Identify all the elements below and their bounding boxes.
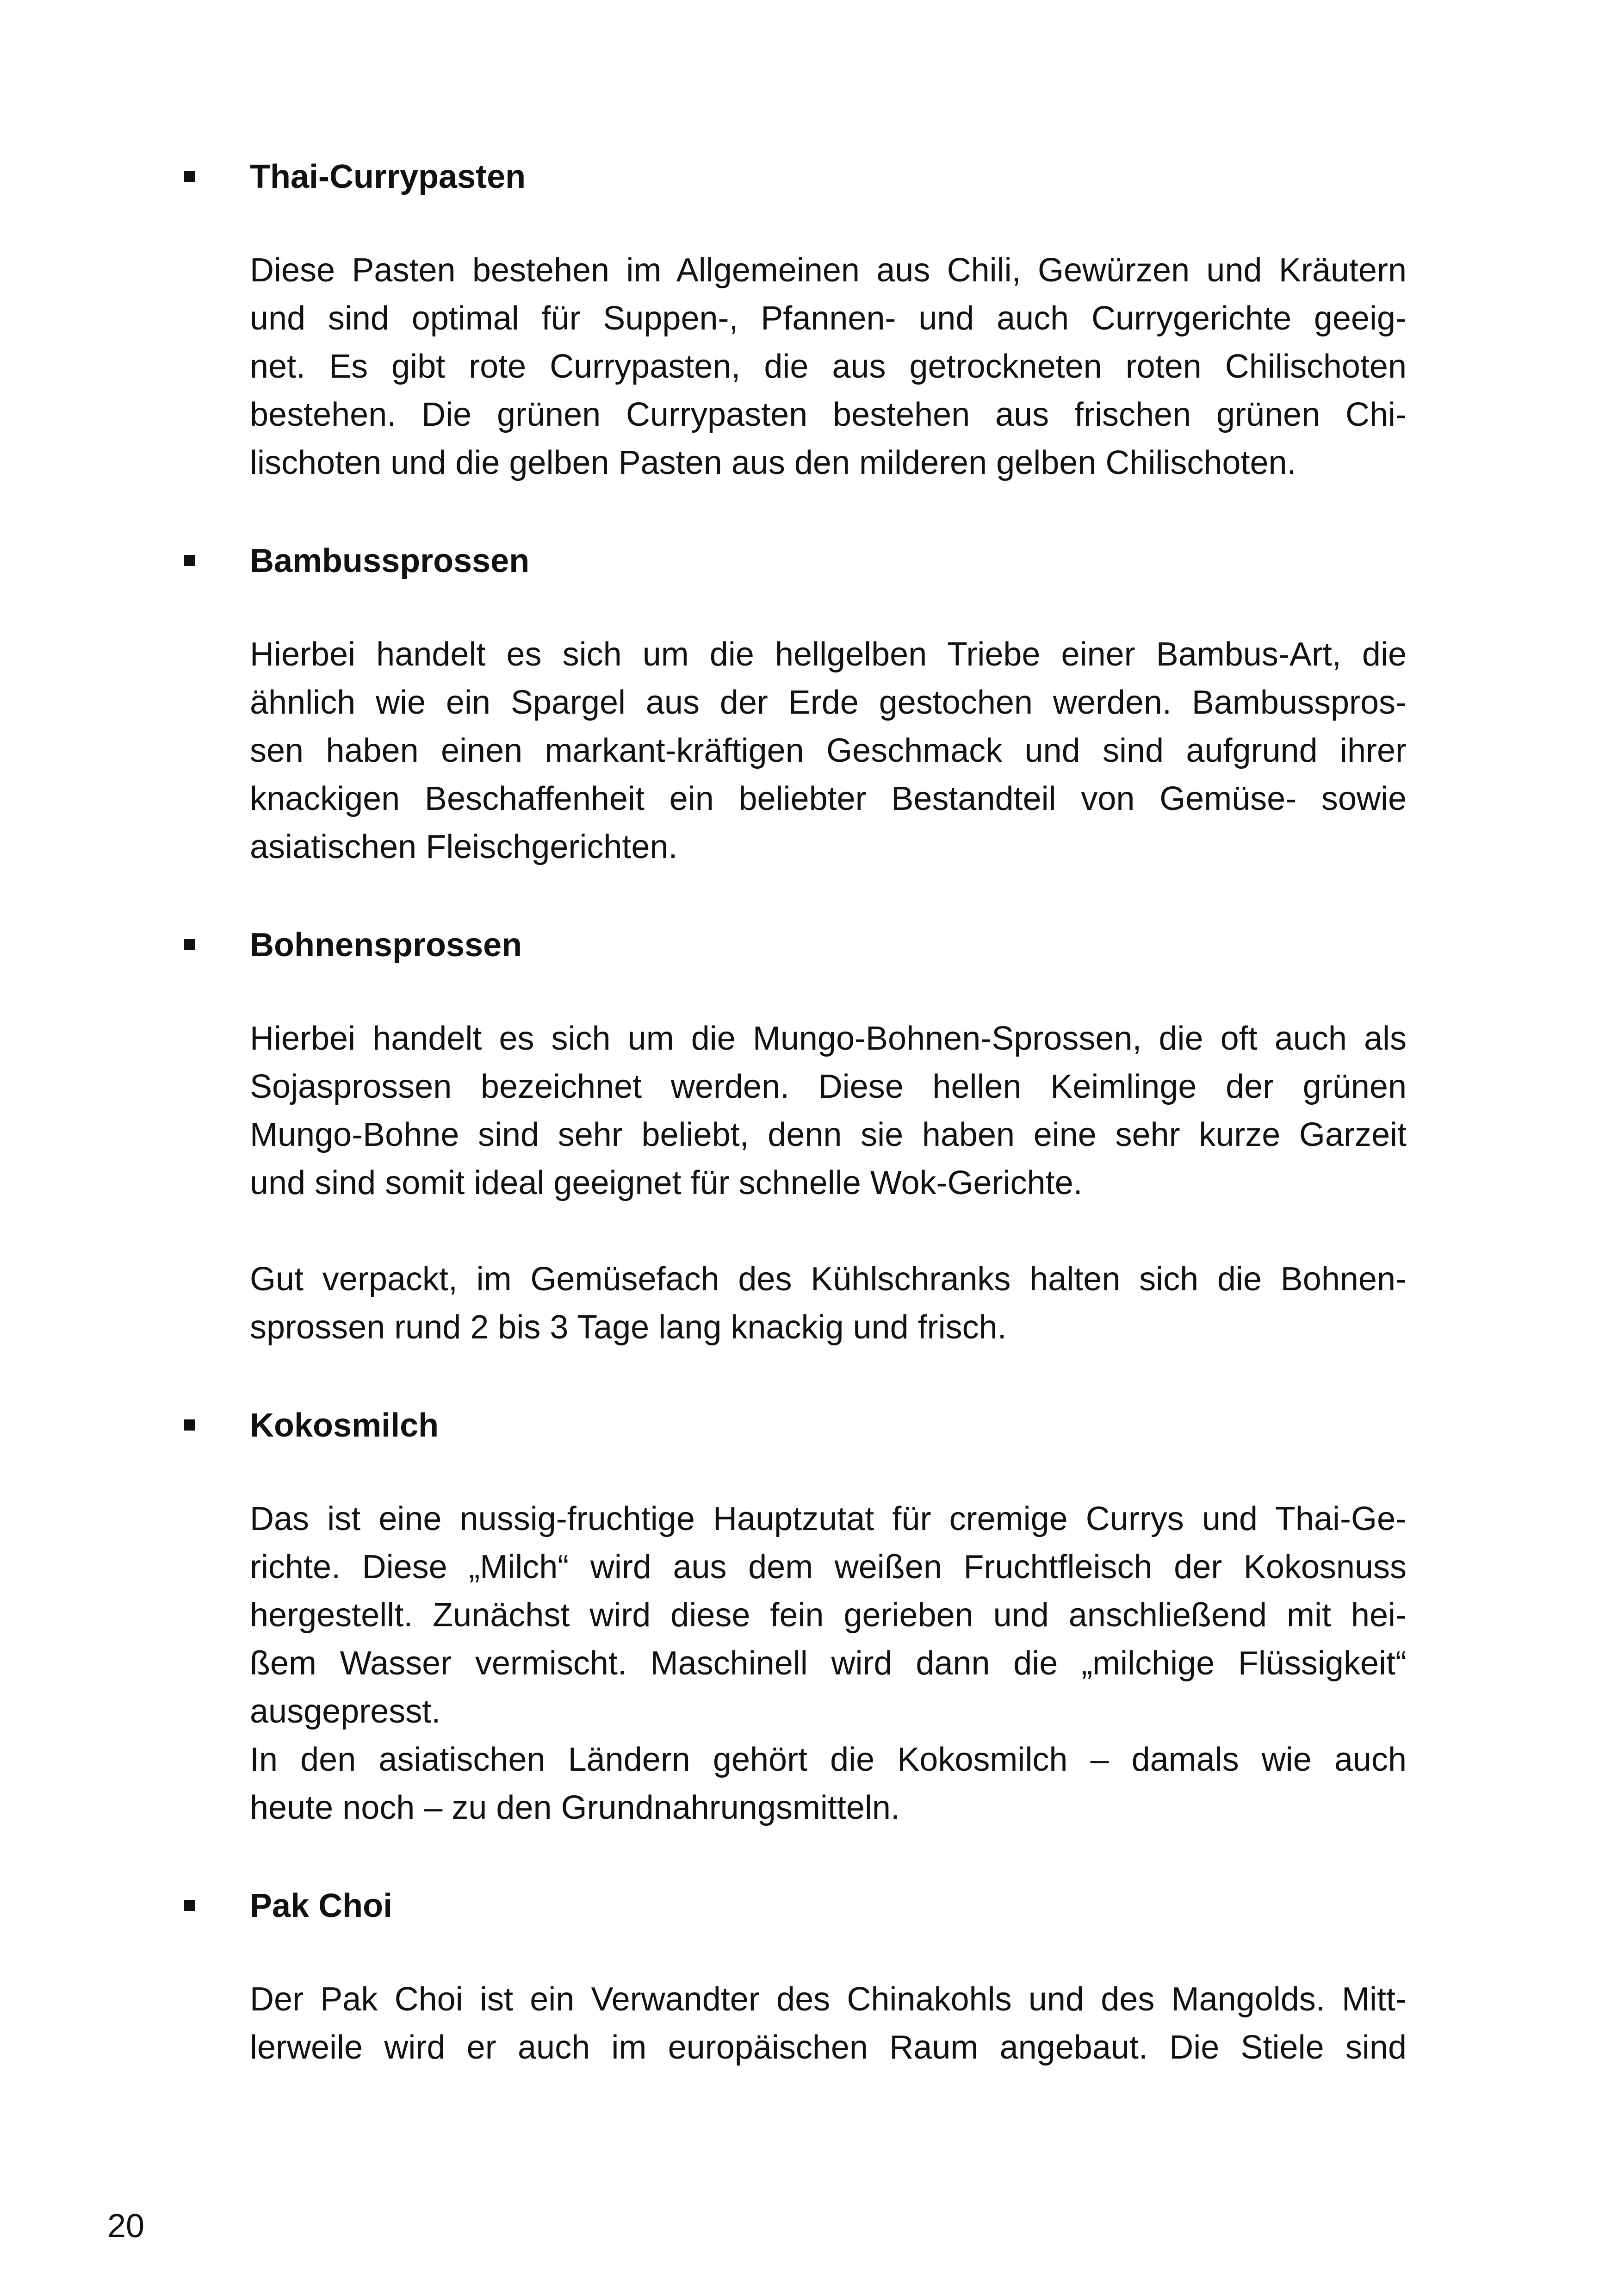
text-line: Hierbei handelt es sich um die hellgelben Triebe einer Bambus-Art, die	[250, 636, 1407, 673]
entry-heading	[250, 1882, 1407, 1930]
text-line: Hierbei handelt es sich um die Mungo-Bohnen-Sprossen, die oft auch als	[250, 1020, 1407, 1057]
text-line: ausgepresst.	[250, 1693, 441, 1730]
text-line: heute noch – zu den Grundnahrungsmitteln.	[250, 1789, 900, 1826]
text-line: net. Es gibt rote Currypasten, die aus getrockneten roten Chilischoten	[250, 348, 1407, 385]
text-line: Sojasprossen bezeichnet werden. Diese hellen Keimlinge der grünen	[250, 1068, 1407, 1105]
text-line: ßem Wasser vermischt. Maschinell wird dann die „milchige Flüssigkeit“	[250, 1645, 1407, 1682]
text-line: ähnlich wie ein Spargel aus der Erde gestochen werden. Bambusspros-	[250, 684, 1407, 721]
text-line: bestehen. Die grünen Currypasten bestehen aus frischen grünen Chi-	[250, 396, 1407, 433]
text-line: Das ist eine nussig-fruchtige Hauptzutat für cremige Currys und Thai-Ge-	[250, 1500, 1407, 1537]
entry-paragraph	[250, 1975, 1407, 2072]
section-gap	[250, 1351, 1407, 1401]
section-gap	[250, 487, 1407, 537]
page-content	[250, 153, 1407, 2072]
text-line: lischoten und die gelben Pasten aus den milderen gelben Chilischoten.	[250, 444, 1296, 481]
entry-heading-text: Pak Choi	[250, 1887, 393, 1924]
text-line: richte. Diese „Milch“ wird aus dem weißen Fruchtfleisch der Kokosnuss	[250, 1549, 1407, 1586]
square-bullet-icon	[184, 1419, 195, 1431]
text-line: In den asiatischen Ländern gehört die Kokosmilch – damals wie auch	[250, 1741, 1407, 1778]
section-gap	[250, 871, 1407, 921]
glossary-entry	[250, 1401, 1407, 1832]
square-bullet-icon	[184, 1900, 195, 1911]
entry-heading-text: Kokosmilch	[250, 1407, 439, 1444]
entry-paragraph	[250, 1495, 1407, 1832]
text-line: knackigen Beschaffenheit ein beliebter Bestandteil von Gemüse- sowie	[250, 780, 1407, 817]
entry-heading	[250, 153, 1407, 201]
paragraph-gap	[250, 1207, 1407, 1255]
square-bullet-icon	[184, 939, 195, 950]
text-line: hergestellt. Zunächst wird diese fein gerieben und anschließend mit hei-	[250, 1597, 1407, 1634]
section-gap	[250, 1832, 1407, 1882]
entry-heading	[250, 537, 1407, 585]
glossary-entry	[250, 537, 1407, 871]
entry-heading-text: Thai-Currypasten	[250, 158, 526, 195]
entry-paragraph	[250, 630, 1407, 871]
entry-heading	[250, 921, 1407, 969]
text-line: Der Pak Choi ist ein Verwandter des Chinakohls und des Mangolds. Mitt-	[250, 1981, 1407, 2018]
text-line: lerweile wird er auch im europäischen Raum angebaut. Die Stiele sind	[250, 2029, 1407, 2066]
entry-heading-text: Bohnensprossen	[250, 927, 522, 964]
glossary-entry	[250, 153, 1407, 487]
glossary-entry	[250, 1882, 1407, 2072]
text-line: und sind somit ideal geeignet für schnelle Wok-Gerichte.	[250, 1164, 1083, 1201]
square-bullet-icon	[184, 171, 195, 182]
text-line: sprossen rund 2 bis 3 Tage lang knackig und frisch.	[250, 1309, 1007, 1346]
text-line: und sind optimal für Suppen-, Pfannen- und auch Currygerichte geeig-	[250, 300, 1407, 337]
page-number: 20	[107, 2208, 145, 2245]
glossary-entry	[250, 921, 1407, 1351]
entry-heading-text: Bambussprossen	[250, 542, 530, 579]
text-line: sen haben einen markant-kräftigen Geschmack und sind aufgrund ihrer	[250, 732, 1407, 769]
text-line: Mungo-Bohne sind sehr beliebt, denn sie haben eine sehr kurze Garzeit	[250, 1116, 1407, 1153]
entry-paragraph	[250, 1014, 1407, 1207]
text-line: Diese Pasten bestehen im Allgemeinen aus Chili, Gewürzen und Kräutern	[250, 252, 1407, 289]
square-bullet-icon	[184, 555, 195, 566]
text-line: Gut verpackt, im Gemüsefach des Kühlschranks halten sich die Bohnen-	[250, 1261, 1407, 1298]
entry-heading	[250, 1401, 1407, 1450]
text-line: asiatischen Fleischgerichten.	[250, 828, 678, 865]
entry-paragraph	[250, 246, 1407, 487]
entry-paragraph	[250, 1255, 1407, 1351]
